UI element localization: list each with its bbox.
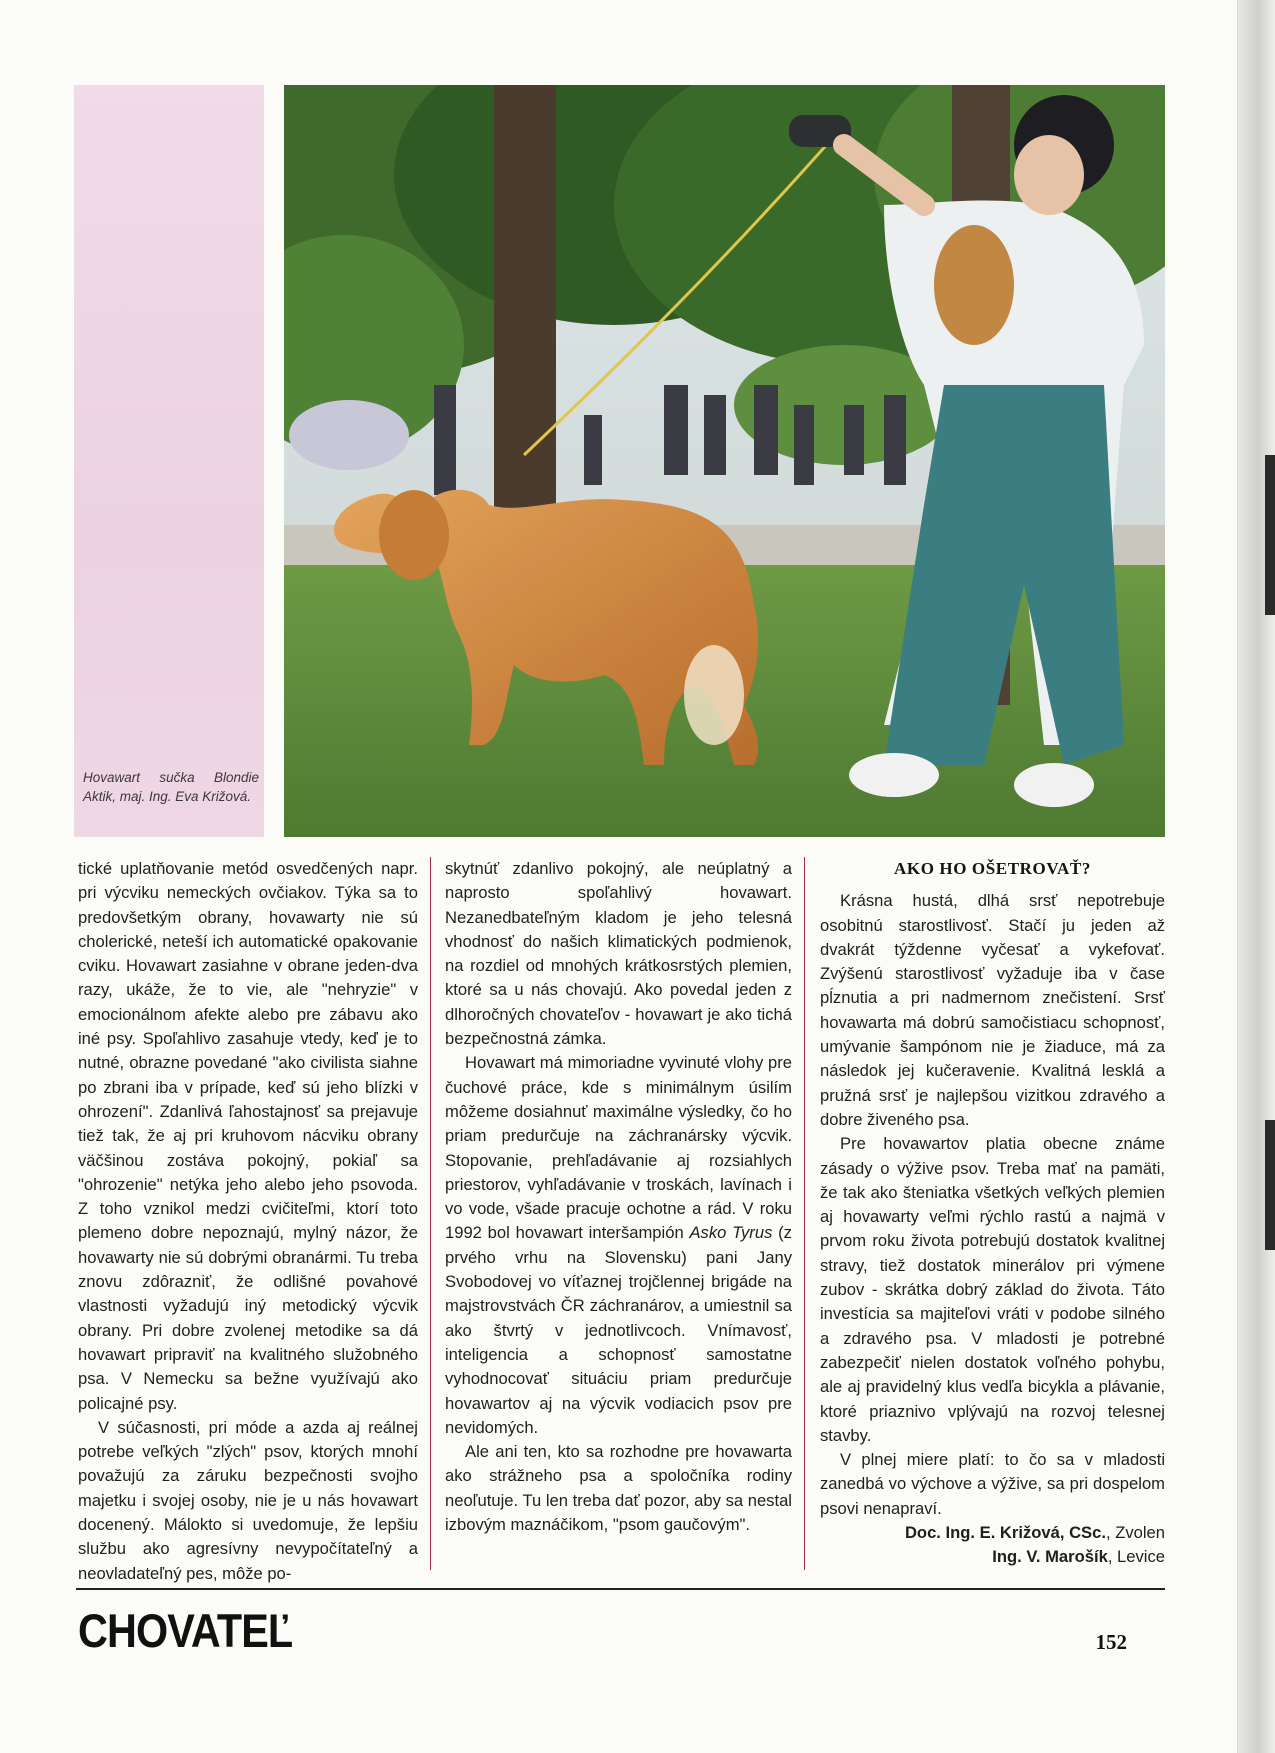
author-place: , Zvolen: [1105, 1523, 1165, 1543]
author-place: , Levice: [1107, 1547, 1165, 1567]
paragraph: skytnúť zdanlivo pokojný, ale neúplatný a naprosto spoľahlivý hovawart. Nezanedbateľným kladom je jeho telesná vhodnosť do našich klimatických podmienok, na rozdiel od mnohých krátkosrstých plemien, ktoré sa u nás chovajú. Ako povedal jeden z dlhoročných chovateľov - hovawart je ako tichá bezpečnostná zámka.: [445, 859, 792, 1049]
article-column-1: [78, 857, 418, 1586]
paragraph: V plnej miere platí: to čo sa v mladosti zanedbá vo výchove a výžive, sa pri dospelom psovi nenapraví.: [820, 1450, 1165, 1518]
dog-name: Asko Tyrus: [689, 1223, 773, 1243]
text-run: (z prvého vrhu na Slovensku) pani Jany Svobodovej vo víťaznej trojčlennej brigáde na majstrovstvách ČR záchranárov, a umiestnil sa ako štvrtý v jednotlivcoch. Vnímavosť, inteligencia a schopnosť samostatne vyhodnocovať situáciu priam predurčuje hovawartov aj na výcvik vodiacich psov pre nevidomých.: [445, 1223, 792, 1437]
article-column-2: [445, 857, 792, 1537]
paragraph: V súčasnosti, pri móde a azda aj reálnej potrebe veľkých "zlých" psov, ktorých mnohí považujú za záruku bezpečnosti svojho majetku i svojej osoby, nie je u nás hovawart docenený. Málokto si uvedomuje, že lepšiu službu ako agresívny nevypočítateľný a neovladateľný pes, môže po-: [78, 1417, 418, 1583]
caption-panel: [74, 85, 264, 837]
article-column-3: [820, 857, 1165, 1570]
page-number: 152: [1095, 1630, 1127, 1654]
footer-rule: [76, 1588, 1165, 1590]
paragraph: Krásna hustá, dlhá srsť nepotrebuje osobitnú starostlivosť. Stačí ju jeden až dvakrát týždenne vyčesať a vykefovať. Zvýšenú starostlivosť vyžaduje iba v čase pĺznutia a pri nadmernom znečistení. Srsť hovawarta má dobrú samočistiacu schopnosť, umývanie šampónom nie je žiaduce, má za následok jej kučeravenie. Kvalitná lesklá a pružná srsť je najlepšou vizitkou zdravého a dobre živeného psa.: [820, 891, 1165, 1129]
column-divider: [804, 857, 805, 1570]
paragraph: Pre hovawartov platia obecne známe zásady o výžive psov. Treba mať na pamäti, že tak ako šteniatka všetkých veľkých plemien aj hovawarty veľmi rýchlo rastú a najmä v prvom roku života potrebujú dostatok kvalitnej stravy, tiež dostatok minerálov pri výmene zubov - skrátka dobrý základ do života. Táto investícia sa majiteľovi vráti v podobe silného a zdravého psa. V mladosti je potrebné zabezpečiť nielen dostatok voľného pohybu, ale aj pravidelný klus vedľa bicykla a plávanie, ktoré priaznivo vplývajú na rozvoj telesnej stavby.: [820, 1134, 1165, 1445]
paragraph: Ale ani ten, kto sa rozhodne pre hovawarta ako strážneho psa a spoločníka rodiny neoľutuje. Tu len treba dať pozor, aby sa nestal izbovým maznáčikom, "psom gaučovým".: [445, 1442, 792, 1535]
author-line: [820, 1545, 1165, 1569]
column-divider: [430, 857, 431, 1570]
author-name: Doc. Ing. E. Križová, CSc.: [904, 1523, 1106, 1543]
photo-caption: Hovawart sučka Blondie Aktik, maj. Ing. Eva Križová.: [83, 770, 259, 804]
hovawart-photo: [284, 85, 1165, 837]
scan-edge: [1238, 0, 1275, 1753]
author-name: Ing. V. Marošík: [992, 1547, 1108, 1567]
text-run: Hovawart má mimoriadne vyvinuté vlohy pre čuchové práce, kde s minimálnym úsilím môžeme dosiahnuť maximálne výsledky, čo ho priam predurčuje na záchranársky výcvik. Stopovanie, prehľadávanie aj rozsiahlych priestorov, vyhľadávanie v troskách, lavínach i vo vode, všade pracuje ochotne a rád. V roku 1992 bol hovawart interšampión: [445, 1053, 792, 1243]
section-heading: AKO HO OŠETROVAŤ?: [894, 859, 1091, 878]
paragraph: [445, 1051, 792, 1440]
edge-tab: [1265, 455, 1275, 615]
paragraph: tické uplatňovanie metód osvedčených napr. pri výcviku nemeckých ovčiakov. Týka sa to predovšetkým obrany, hovawarty nie sú cholerické, neteší ich automatické opakovanie cviku. Hovawart zasiahne v obrane jeden-dva razy, ukáže, že to vie, ale "nehryzie" v emocionálnom afekte alebo pre zábavu ako iné psy. Spoľahlivo zasahuje vtedy, keď je to nutné, obrazne povedané "ako civilista siahne po zbrani iba v prípade, keď sú jeho blízki v ohrození". Zdanlivá ľahostajnosť sa prejavuje tiež tak, že aj pri kruhovom nácviku obrany väčšinou zostáva pokojný, pokiaľ sa "ohrozenie" netýka jeho alebo jeho psovoda. Z toho vznikol medzi cvičiteľmi, ktorí toto plemeno dobre nepoznajú, mylný názor, že hovawarty nie sú dobrými obranármi. Tu treba znovu zdôrazniť, že odlišné povahové vlastnosti vyžadujú iný metodický výcvik obrany. Pri dobre zvolenej metodike sa dá hovawart pripraviť na kvalitného služobného psa. V Nemecku sa bežne využívajú ako policajné psy.: [78, 859, 418, 1413]
magazine-logo: CHOVATEĽ: [78, 1604, 293, 1657]
photo-illustration: [284, 85, 1165, 837]
author-line: [820, 1521, 1165, 1545]
edge-tab: [1265, 1120, 1275, 1250]
